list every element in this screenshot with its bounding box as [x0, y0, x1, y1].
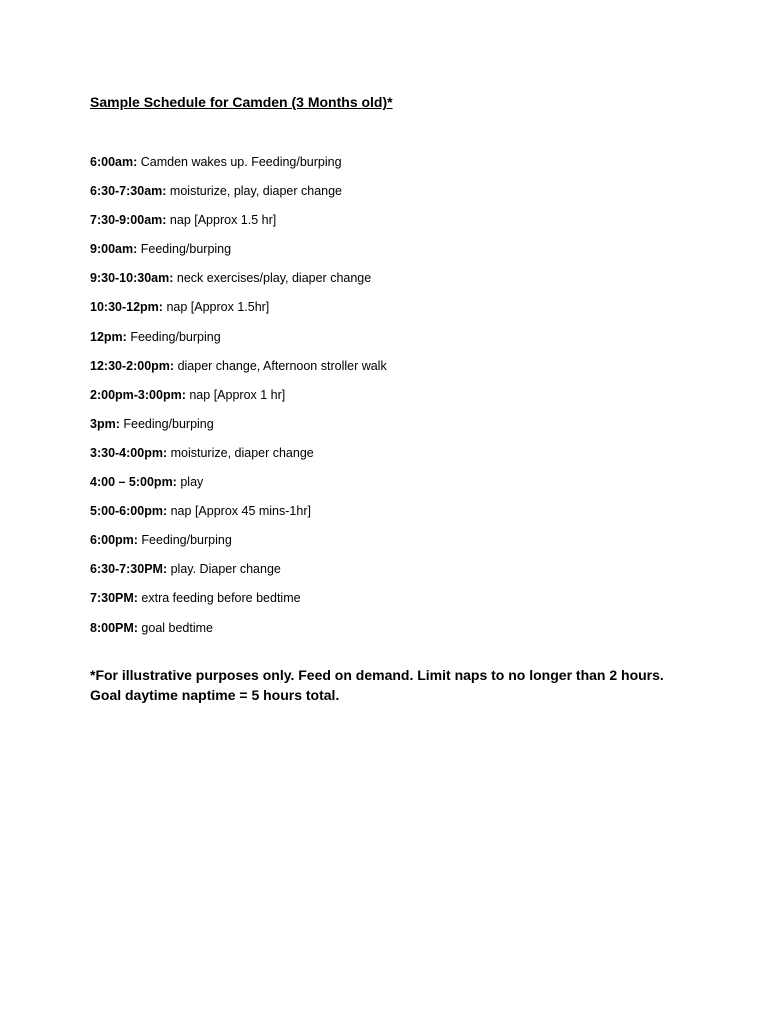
schedule-item	[90, 416, 690, 445]
schedule-item	[90, 212, 690, 241]
schedule-activity: Feeding/burping	[140, 242, 232, 257]
document-content	[90, 92, 690, 719]
schedule-item	[90, 503, 690, 532]
schedule-item	[90, 329, 690, 358]
schedule-time: 6:30-7:30PM:	[90, 562, 168, 577]
schedule-item	[90, 590, 690, 619]
schedule-item	[90, 561, 690, 590]
schedule-time: 9:00am:	[90, 242, 138, 257]
schedule-activity: nap [Approx 1 hr]	[189, 387, 286, 402]
schedule-item	[90, 183, 690, 212]
schedule-time: 5:00-6:00pm:	[90, 504, 168, 519]
schedule-activity: Feeding/burping	[141, 533, 232, 548]
schedule-time: 4:00 – 5:00pm:	[90, 475, 177, 490]
schedule-activity: moisturize, diaper change	[170, 445, 314, 460]
schedule-item	[90, 241, 690, 270]
schedule-activity: nap [Approx 45 mins-1hr]	[170, 504, 311, 519]
schedule-time: 6:00pm:	[90, 533, 138, 548]
schedule-time: 12pm:	[90, 329, 127, 344]
schedule-item	[90, 474, 690, 503]
schedule-activity: Feeding/burping	[123, 416, 214, 431]
schedule-time: 3:30-4:00pm:	[90, 445, 168, 460]
schedule-item	[90, 620, 690, 649]
schedule-item	[90, 445, 690, 474]
schedule-time: 12:30-2:00pm:	[90, 358, 175, 373]
schedule-time: 9:30-10:30am:	[90, 271, 174, 286]
schedule-activity: neck exercises/play, diaper change	[176, 271, 372, 286]
schedule-item	[90, 299, 690, 328]
footnote: *For illustrative purposes only. Feed on demand. Limit naps to no longer than 2 hours. Goal daytime naptime = 5 hours total.	[90, 666, 664, 703]
schedule-time: 3pm:	[90, 416, 120, 431]
schedule-item	[90, 154, 690, 183]
schedule-activity: moisturize, play, diaper change	[169, 184, 343, 199]
schedule-item	[90, 358, 690, 387]
schedule-time: 2:00pm-3:00pm:	[90, 387, 186, 402]
schedule-activity: Feeding/burping	[130, 329, 221, 344]
document-title: Sample Schedule for Camden (3 Months old)*	[90, 94, 393, 110]
schedule-activity: Camden wakes up. Feeding/burping	[140, 155, 342, 169]
schedule-item	[90, 387, 690, 416]
schedule-time: 7:30PM:	[90, 591, 138, 606]
schedule-time: 10:30-12pm:	[90, 300, 163, 315]
schedule-activity: diaper change, Afternoon stroller walk	[177, 358, 387, 373]
schedule-time: 7:30-9:00am:	[90, 213, 167, 228]
schedule-activity: nap [Approx 1.5 hr]	[169, 213, 277, 228]
schedule-time: 6:00am:	[90, 155, 138, 169]
schedule-time: 6:30-7:30am:	[90, 184, 167, 199]
schedule-activity: play	[180, 475, 204, 490]
schedule-item	[90, 270, 690, 299]
schedule-activity: nap [Approx 1.5hr]	[166, 300, 270, 315]
schedule-time: 8:00PM:	[90, 620, 138, 635]
schedule-activity: extra feeding before bedtime	[141, 591, 301, 606]
schedule-activity: goal bedtime	[141, 620, 213, 635]
schedule-list	[90, 154, 690, 649]
schedule-activity: play. Diaper change	[170, 562, 281, 577]
schedule-item	[90, 532, 690, 561]
